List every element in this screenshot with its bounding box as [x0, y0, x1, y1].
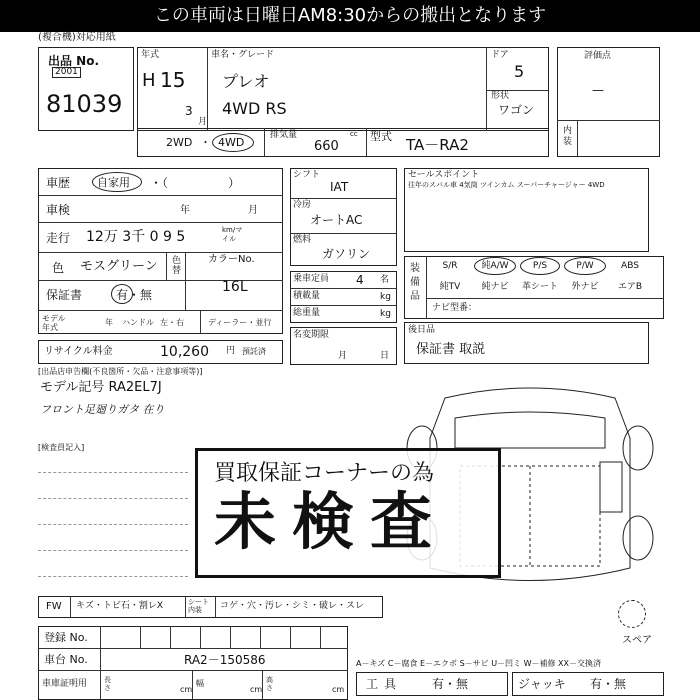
registration-label: 登録 No.: [44, 631, 88, 644]
cert-height: 高さ: [266, 676, 273, 692]
equip-tv: 純TV: [439, 282, 461, 292]
color-change-label: 色替: [172, 256, 182, 276]
after-date-value: 保証書 取説: [416, 342, 486, 357]
capacity-label: 乗車定員: [293, 274, 330, 284]
banner-text: この車両は日曜日AM8:30からの搬出となります: [153, 5, 547, 26]
color-value: モスグリーン: [80, 259, 158, 274]
model-code-label: 型式: [370, 130, 392, 143]
recycle-label: リサイクル料金: [44, 346, 113, 357]
equip-navi-model: ナビ型番：: [432, 303, 478, 313]
drive-sep: ・: [200, 136, 211, 149]
model-year-year: 年: [105, 318, 113, 327]
year-label: 年式: [141, 50, 160, 60]
dealer-label: ディーラー・並行: [208, 318, 272, 327]
inspection-month: 月: [248, 205, 258, 216]
model-year-label: モデル年式: [42, 314, 66, 332]
jack-value: 有・無: [590, 677, 627, 691]
displacement-label: 排気量: [270, 130, 298, 140]
doors-label: ドア: [491, 50, 509, 60]
history-extra: ・（ ）: [150, 176, 241, 190]
spec-row-box: [137, 128, 549, 157]
car-name: プレオ: [222, 72, 270, 91]
inspector-label: [検査員記入]: [38, 443, 85, 452]
color-code: 16L: [222, 279, 248, 295]
after-date-label: 後日品: [408, 325, 436, 335]
lot-year-tag: 2001: [52, 67, 81, 78]
notes-header: [出品店申告欄(不良箇所・欠品・注意事項等)]: [38, 367, 203, 376]
shape-value: ワゴン: [498, 103, 535, 117]
cert-height-unit: cm: [332, 685, 345, 694]
chassis-label: 車台 No.: [44, 653, 88, 666]
equip-navi: 純ナビ: [481, 282, 509, 292]
fuel-label: 燃料: [293, 235, 312, 245]
chassis-value: RA2－150586: [184, 653, 266, 667]
handle-value: 左・右: [160, 318, 184, 327]
year-month: 3: [185, 104, 193, 118]
drive-two: 2WD: [166, 136, 193, 149]
equip-sr: S/R: [442, 261, 458, 271]
fw-text: キズ・トビ石・割レX: [76, 601, 163, 611]
tools-value: 有・無: [432, 677, 469, 691]
mileage-unit: km/マイル: [222, 226, 243, 243]
form-type: (複合機)対応用紙: [38, 32, 116, 43]
spare-circle: [618, 600, 646, 628]
shift-value: IAT: [330, 180, 349, 194]
interior-label: 内装: [563, 126, 573, 147]
sales-point-label: セールスポイント: [408, 170, 480, 180]
equip-ps: P/S: [532, 261, 548, 271]
lot-label: 出品 No.: [48, 54, 100, 68]
doors-value: 5: [514, 62, 525, 81]
cert-label: 車庫証明用: [42, 679, 88, 689]
notes-handwritten: フロント足廻りガタ 在り: [40, 403, 165, 416]
equip-abs: ABS: [621, 261, 639, 271]
car-grade: 4WD RS: [222, 99, 287, 118]
jack-label: ジャッキ: [518, 677, 566, 691]
fw-seat-label: シート内装: [188, 598, 209, 614]
mileage-label: 走行: [46, 231, 71, 245]
year-era: H: [142, 70, 156, 91]
handle-label: ハンドル: [122, 318, 154, 327]
notes-model: モデル記号 RA2EL7J: [40, 380, 162, 395]
fuel-value: ガソリン: [322, 247, 371, 261]
recycle-value: 10,260: [160, 344, 209, 360]
stamp-top: 買取保証コーナーの為: [214, 461, 435, 486]
cert-width-unit: cm: [250, 685, 263, 694]
color-code-label: カラーNo.: [208, 254, 255, 265]
shift-label: シフト: [293, 170, 321, 180]
equipment-label: 装備品: [410, 263, 420, 302]
equip-awheel: 純A/W: [481, 261, 509, 271]
inspection-label: 車検: [46, 203, 71, 217]
stamp-main: 未検査: [214, 485, 449, 558]
history-value: 自家用: [97, 176, 130, 189]
year-month-unit: 月: [198, 117, 208, 127]
tools-label: 工具: [366, 677, 403, 691]
fw-seat-text: コゲ・穴・汚レ・シミ・破レ・スレ: [220, 601, 365, 611]
spare-label: スペア: [622, 635, 652, 646]
deadline-day: 日: [380, 351, 390, 361]
ac-label: 冷房: [293, 200, 312, 210]
shape-label: 形状: [491, 91, 510, 101]
deadline-label: 名変期限: [293, 330, 330, 340]
equip-pw: P/W: [576, 261, 594, 271]
displacement-unit: cc: [350, 130, 358, 138]
cert-width: 幅: [196, 679, 204, 688]
capacity-value: 4: [356, 273, 364, 287]
history-label: 車歴: [46, 176, 71, 190]
drive-four: 4WD: [218, 136, 245, 149]
year-value: 15: [160, 68, 186, 92]
equip-ext-navi: 外ナビ: [571, 282, 599, 292]
car-label: 車名・グレード: [211, 50, 275, 60]
capacity-unit: 名: [380, 275, 390, 285]
model-code-value: TA－RA2: [406, 136, 469, 154]
warranty-label: 保証書: [46, 288, 83, 302]
inspection-year: 年: [180, 205, 190, 216]
ac-value: オートAC: [310, 213, 363, 227]
damage-legend: A－キズ C－腐食 E－エクボ S－サビ U－凹ミ W－補修 XX－交換済: [356, 659, 602, 668]
load-unit: kg: [380, 292, 391, 302]
load-label: 積載量: [293, 291, 321, 301]
deadline-month: 月: [338, 351, 348, 361]
recycle-note: 預託済: [242, 347, 266, 356]
warranty-value: 有・無: [116, 288, 153, 302]
weight-label: 総重量: [293, 308, 321, 318]
equip-airbag: エアB: [617, 282, 643, 292]
recycle-unit: 円: [226, 346, 236, 356]
cert-length-unit: cm: [180, 685, 193, 694]
weight-unit: kg: [380, 309, 391, 319]
cert-length: 長さ: [104, 676, 111, 692]
displacement-value: 660: [314, 139, 339, 154]
equip-leather: 革シート: [521, 282, 558, 292]
sales-point-text: 往年のスバル車 4気筒 ツインカム スーパーチャージャー 4WD: [408, 181, 605, 189]
rating-label: 評価点: [584, 51, 612, 61]
fw-label: FW: [46, 601, 62, 612]
mileage-value: 12万 3千 0 9 5: [86, 229, 186, 245]
rating-value: —: [592, 83, 604, 97]
lot-number: 81039: [46, 90, 123, 118]
color-label: 色: [52, 261, 65, 275]
